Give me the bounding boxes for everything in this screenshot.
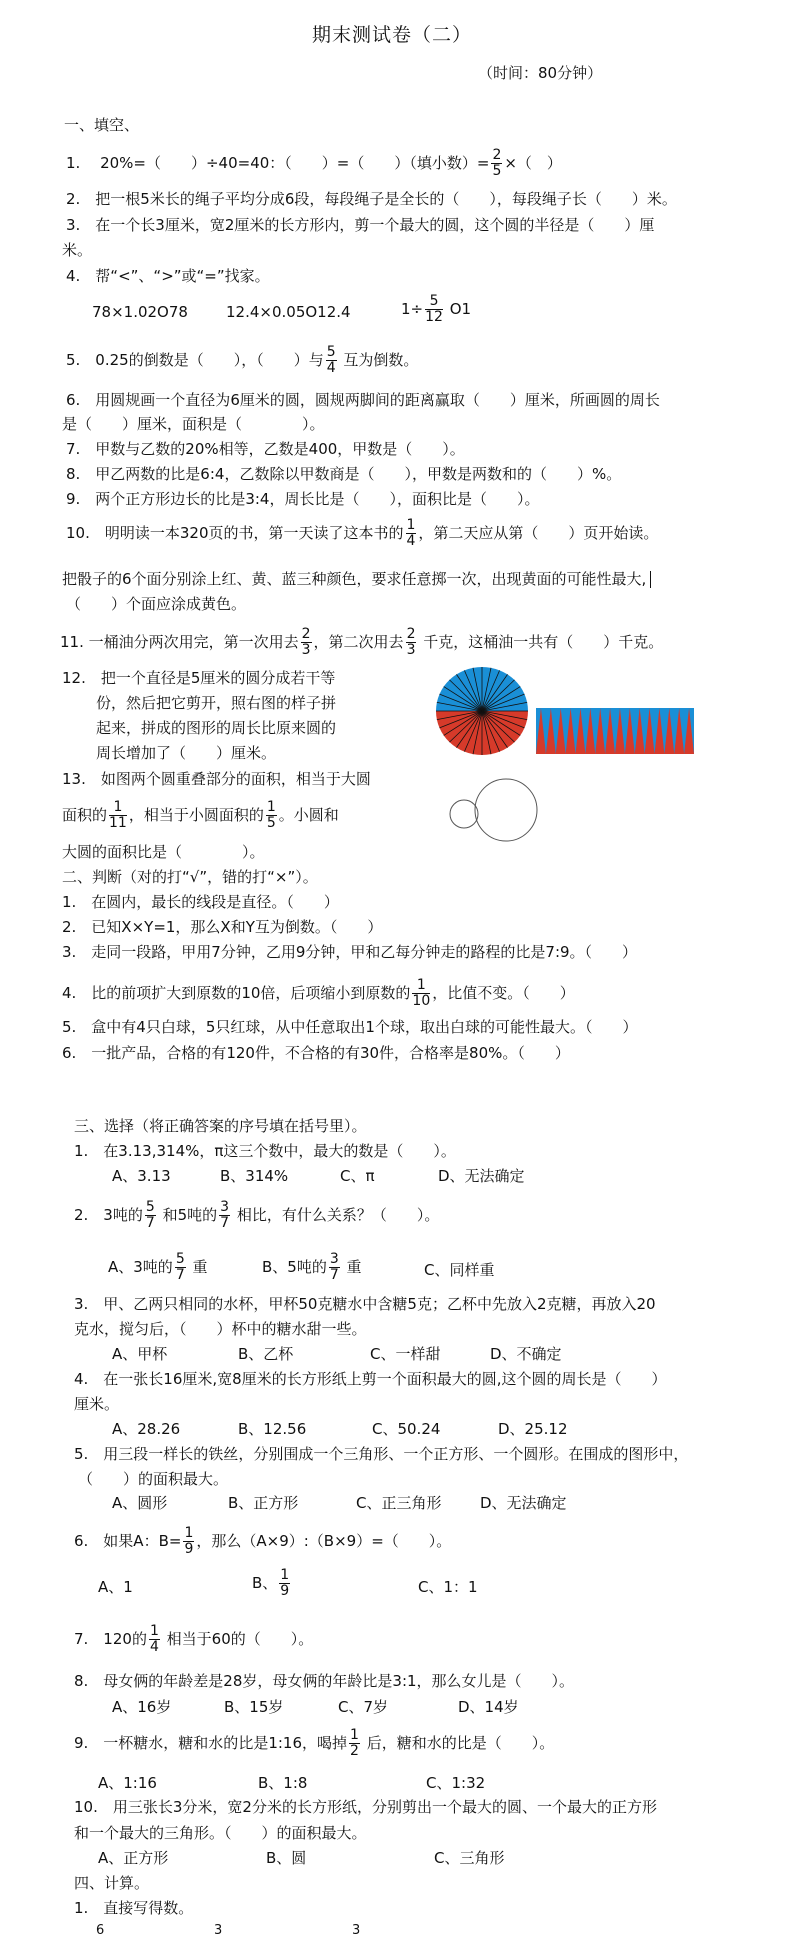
fraction: $\frac{5}{12}$: [425, 293, 443, 325]
q3-9: 9. 一杯糖水，糖和水的比是1:16，喝掉 $\frac{1}{2}$ 后，糖和水的比是（ ）。: [74, 1727, 555, 1759]
q3-10-opt-c: C、三角形: [434, 1849, 505, 1867]
fraction: $\frac{5}{7}$: [175, 1251, 185, 1283]
q3-8-opt-c: C、7岁: [338, 1698, 389, 1716]
q3-8-opt-b: B、15岁: [224, 1698, 284, 1716]
q3-5-opt-a: A、圆形: [112, 1494, 168, 1512]
q3-2: 2. 3吨的 $\frac{5}{7}$ 和5吨的 $\frac{3}{7}$ 相比，有什么关系？（ ）。: [74, 1199, 440, 1231]
q3-5-opt-b: B、正方形: [228, 1494, 299, 1512]
fraction: $\frac{2}{5}$: [492, 147, 502, 179]
q3-9-opt-a: A、1:16: [98, 1774, 157, 1792]
q3-4-opt-a: A、28.26: [112, 1420, 181, 1438]
q3-1-opt-a: A、3.13: [112, 1167, 171, 1185]
q1-4-item-c: 1÷ $\frac{5}{12}$ O1: [401, 293, 472, 325]
q3-3-opt-c: C、一样甜: [370, 1345, 441, 1363]
q3-1-opt-c: C、π: [340, 1167, 375, 1185]
section3-header: 三、选择（将正确答案的序号填在括号里）。: [74, 1117, 367, 1135]
q1-4-item-a: 78×1.02O78: [92, 303, 188, 321]
q1-11: 11. 一桶油分两次用完，第一次用去 $\frac{2}{3}$ ，第二次用去 $\frac{2}{3}$ 千克，这桶油一共有（ ）千克。: [60, 626, 664, 658]
q3-10-opt-a: A、正方形: [98, 1849, 169, 1867]
q3-4b: 厘米。: [74, 1395, 120, 1413]
partial-numerator-3: 3: [352, 1923, 361, 1938]
dice-question-b: （ ）个面应涂成黄色。: [66, 595, 247, 613]
q3-6-opt-c: C、1：1: [418, 1578, 478, 1596]
section2-header: 二、判断（对的打“√”，错的打“×”）。: [62, 868, 318, 886]
q1-10: 10. 明明读一本320页的书，第一天读了这本书的 $\frac{1}{4}$ ，第二天应从第（ ）页开始读。: [66, 517, 659, 549]
q3-5-opt-d: D、无法确定: [480, 1494, 567, 1512]
q3-8: 8. 母女俩的年龄差是28岁，母女俩的年龄比是3:1，那么女儿是（ ）。: [74, 1672, 575, 1690]
partial-numerator-2: 3: [214, 1923, 223, 1938]
q1-6b: 是（ ）厘米，面积是（ ）。: [62, 415, 325, 433]
fraction: $\frac{1}{4}$: [149, 1623, 159, 1655]
dice-question-a: 把骰子的6个面分别涂上红、黄、蓝三种颜色，要求任意掷一次，出现黄面的可能性最大,: [62, 570, 651, 588]
section1-header: 一、填空、: [64, 116, 140, 134]
q2-1: 1. 在圆内，最长的线段是直径。（ ）: [62, 893, 339, 911]
q1-6a: 6. 用圆规画一个直径为6厘米的圆，圆规两脚间的距离赢取（ ）厘米，所画圆的周长: [66, 391, 660, 409]
circle-sectors-figure: [434, 665, 530, 757]
q3-2-opt-a: A、3吨的 $\frac{5}{7}$ 重: [108, 1251, 208, 1283]
q3-5b: （ ）的面积最大。: [78, 1470, 229, 1488]
fraction: $\frac{1}{4}$: [406, 517, 416, 549]
q1-8: 8. 甲乙两数的比是6:4，乙数除以甲数商是（ ），甲数是两数和的（ ）%。: [66, 465, 622, 483]
q1-13-line1: 13. 如图两个圆重叠部分的面积，相当于大圆: [62, 770, 371, 788]
q1-9: 9. 两个正方形边长的比是3:4，周长比是（ ），面积比是（ ）。: [66, 490, 540, 508]
q3-5a: 5. 用三段一样长的铁丝，分别围成一个三角形、一个正方形、一个圆形。在围成的图形中，: [74, 1445, 689, 1463]
q3-4a: 4. 在一张长16厘米,宽8厘米的长方形纸上剪一个面积最大的圆,这个圆的周长是（ ）: [74, 1370, 667, 1388]
q2-2: 2. 已知X×Y=1，那么X和Y互为倒数。（ ）: [62, 918, 383, 936]
q2-6: 6. 一批产品，合格的有120件，不合格的有30件，合格率是80%。（ ）: [62, 1044, 570, 1062]
q2-3: 3. 走同一段路，甲用7分钟，乙用9分钟，甲和乙每分钟走的路程的比是7:9。（ ）: [62, 943, 638, 961]
overlapping-circles-figure: [448, 776, 538, 844]
q1-4-item-b: 12.4×0.05O12.4: [226, 303, 351, 321]
q1-2: 2. 把一根5米长的绳子平均分成6段，每段绳子是全长的（ ），每段绳子长（ ）米。: [66, 190, 677, 208]
fraction: $\frac{1}{9}$: [280, 1567, 290, 1599]
page-title: 期末测试卷（二）: [312, 24, 473, 46]
q3-9-opt-c: C、1:32: [426, 1774, 486, 1792]
big-circle: [475, 779, 537, 841]
q1-12-line1: 12. 把一个直径是5厘米的圆分成若干等: [62, 669, 336, 687]
fraction: $\frac{3}{7}$: [329, 1251, 339, 1283]
q3-3a: 3. 甲、乙两只相同的水杯，甲杯50克糖水中含糖5克；乙杯中先放入2克糖，再放入20: [74, 1295, 656, 1313]
q3-8-opt-a: A、16岁: [112, 1698, 172, 1716]
q1-3a: 3. 在一个长3厘米，宽2厘米的长方形内，剪一个最大的圆，这个圆的半径是（ ）厘: [66, 216, 655, 234]
text-cursor: [650, 571, 651, 588]
q3-3-opt-a: A、甲杯: [112, 1345, 168, 1363]
q4-1: 1. 直接写得数。: [74, 1899, 194, 1917]
q3-1-opt-b: B、314%: [220, 1167, 289, 1185]
q3-2-opt-b: B、5吨的 $\frac{3}{7}$ 重: [262, 1251, 362, 1283]
q3-10b: 和一个最大的三角形。（ ）的面积最大。: [74, 1824, 367, 1842]
small-circle: [450, 800, 478, 828]
fraction: $\frac{1}{10}$: [412, 977, 431, 1009]
fraction: $\frac{5}{4}$: [326, 344, 336, 376]
q2-5: 5. 盒中有4只白球，5只红球，从中任意取出1个球，取出白球的可能性最大。（ ）: [62, 1018, 638, 1036]
q3-1-opt-d: D、无法确定: [438, 1167, 525, 1185]
exam-time: （时间：80分钟）: [478, 64, 603, 82]
q3-1: 1. 在3.13,314%，π这三个数中，最大的数是（ ）。: [74, 1142, 456, 1160]
q1-1: 1. 20%=（ ）÷40=40：（ ）=（ ）（填小数）= $\frac{2}{5}$ ×（ ）: [66, 147, 562, 179]
fraction: $\frac{1}{11}$: [109, 799, 127, 831]
q2-4: 4. 比的前项扩大到原数的10倍，后项缩小到原数的 $\frac{1}{10}$ ，比值不变。（ ）: [62, 977, 575, 1009]
q3-6: 6. 如果A：B= $\frac{1}{9}$ ，那么（A×9）:（B×9）=（ ）。: [74, 1525, 452, 1557]
q1-13-line3: 大圆的面积比是（ ）。: [62, 843, 265, 861]
fraction: $\frac{5}{7}$: [145, 1199, 155, 1231]
fraction: $\frac{1}{2}$: [350, 1727, 359, 1759]
q1-7: 7. 甲数与乙数的20%相等，乙数是400，甲数是（ ）。: [66, 440, 465, 458]
q3-5-opt-c: C、正三角形: [356, 1494, 442, 1512]
q1-5: 5. 0.25的倒数是（ ），（ ）与 $\frac{5}{4}$ 互为倒数。: [66, 344, 419, 376]
q3-9-opt-b: B、1:8: [258, 1774, 308, 1792]
q3-8-opt-d: D、14岁: [458, 1698, 519, 1716]
q3-3b: 克水，搅匀后，（ ）杯中的糖水甜一些。: [74, 1320, 367, 1338]
q1-12-line2: 份，然后把它剪开，照右图的样子拼: [96, 694, 337, 712]
q1-3b: 米。: [62, 241, 93, 259]
fraction: $\frac{1}{9}$: [184, 1525, 194, 1557]
q1-12-line4: 周长增加了（ ）厘米。: [96, 744, 277, 762]
q3-3-opt-d: D、不确定: [490, 1345, 562, 1363]
fraction: $\frac{3}{7}$: [220, 1199, 230, 1231]
q1-13-line2: 面积的 $\frac{1}{11}$ ，相当于小圆面积的 $\frac{1}{5}$ 。小圆和: [62, 799, 339, 831]
q3-7: 7. 120的 $\frac{1}{4}$ 相当于60的（ ）。: [74, 1623, 314, 1655]
rearranged-strip-figure: [536, 708, 694, 754]
q1-12-line3: 起来，拼成的图形的周长比原来圆的: [96, 719, 337, 737]
q3-6-opt-a: A、1: [98, 1578, 133, 1596]
fraction: $\frac{1}{5}$: [266, 799, 276, 831]
partial-numerator-1: 6: [96, 1923, 105, 1938]
q3-6-opt-b: B、 $\frac{1}{9}$: [252, 1567, 290, 1599]
q3-4-opt-d: D、25.12: [498, 1420, 568, 1438]
q1-4: 4. 帮“<”、“>”或“=”找家。: [66, 267, 270, 285]
fraction: $\frac{2}{3}$: [301, 626, 311, 658]
section4-header: 四、计算。: [74, 1874, 150, 1892]
q3-3-opt-b: B、乙杯: [238, 1345, 294, 1363]
q3-4-opt-b: B、12.56: [238, 1420, 307, 1438]
q3-10a: 10. 用三张长3分米，宽2分米的长方形纸，分别剪出一个最大的圆、一个最大的正方形: [74, 1798, 657, 1816]
q3-10-opt-b: B、圆: [266, 1849, 307, 1867]
fraction: $\frac{2}{3}$: [406, 626, 416, 658]
q3-2-opt-c: C、同样重: [424, 1261, 495, 1279]
q3-4-opt-c: C、50.24: [372, 1420, 441, 1438]
